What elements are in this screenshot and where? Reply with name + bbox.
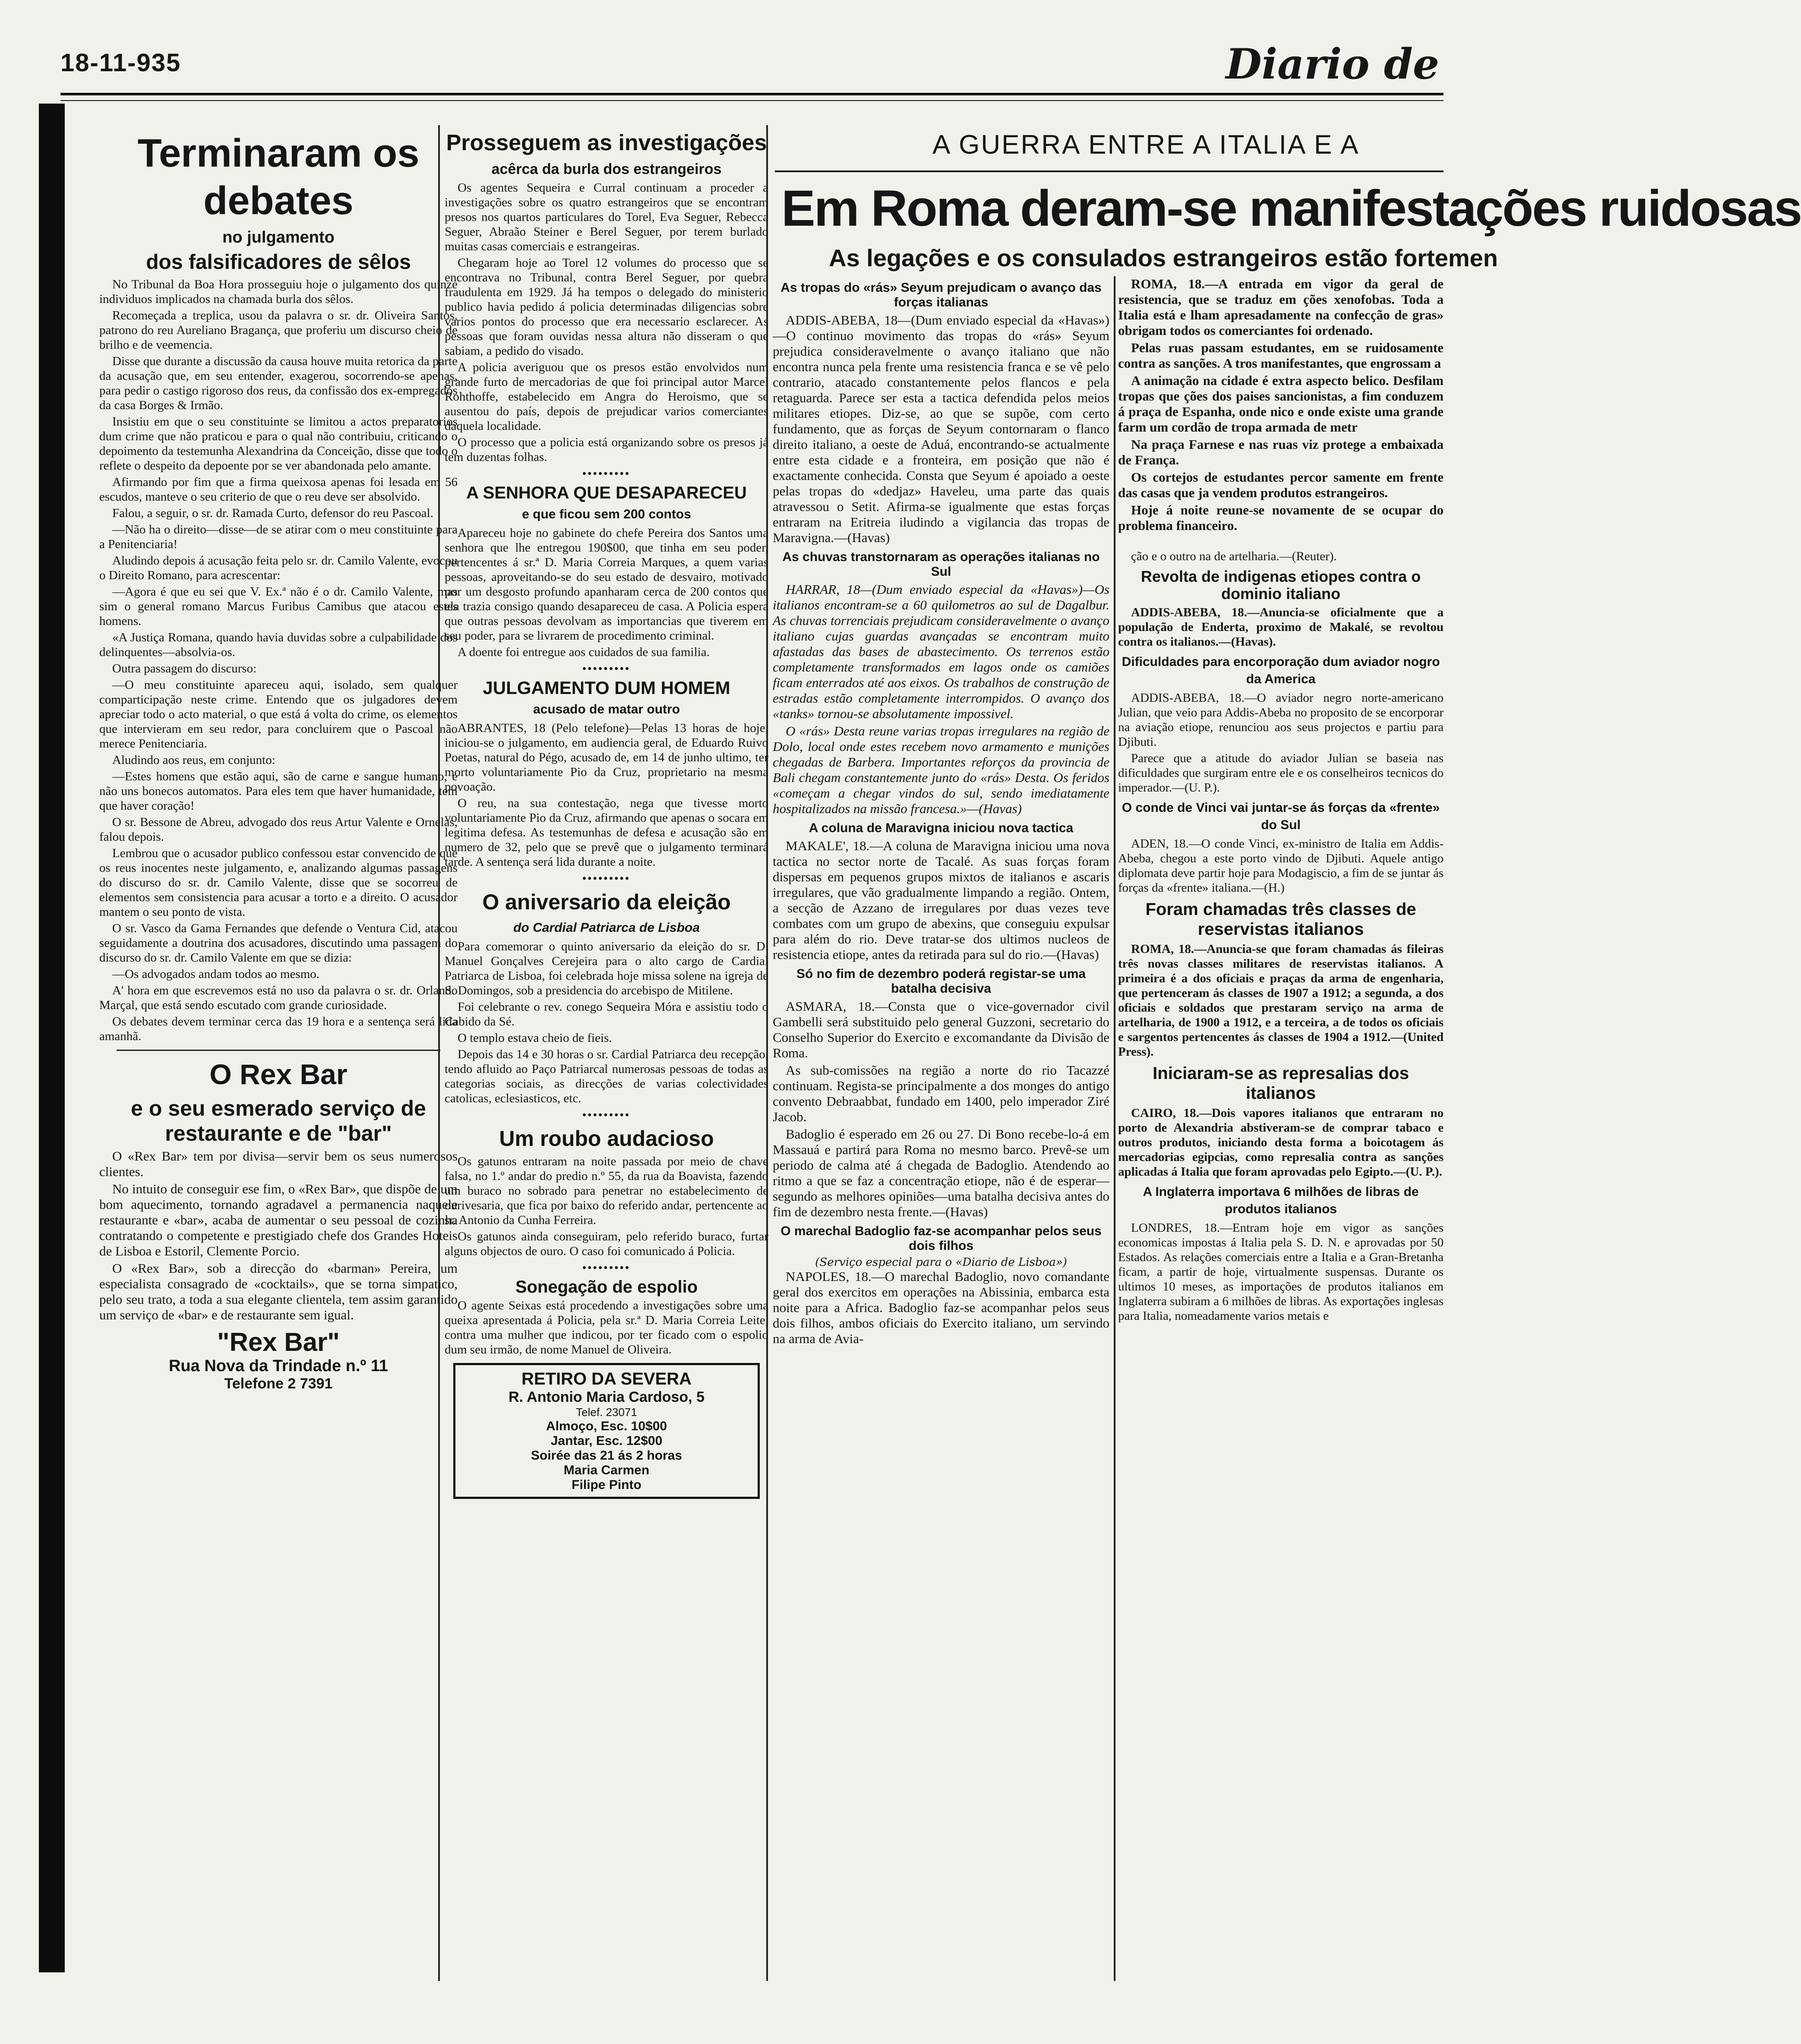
- paragraph: Aludindo aos reus, em conjunto:: [112, 753, 275, 767]
- column-divider: [1114, 276, 1115, 1981]
- page-margin-bar: [39, 104, 65, 1972]
- banner-rule: [775, 170, 1444, 172]
- rexbar-address: Rua Nova da Trindade n.º 11: [168, 1357, 389, 1375]
- paragraph: Outra passagem do discurso:: [112, 662, 257, 675]
- paragraph: A doente foi entregue aos cuidados de sua familia.: [458, 645, 710, 659]
- continued-text: ção e o outro na de artelharia.—(Reuter).: [1131, 549, 1337, 563]
- paragraph: —Estes homens que estão aqui, são de carne e sangue humano, e não uns bonecos automatos. Para eles tem que haver humanidade, tem que haver coração!: [99, 770, 458, 813]
- paragraph: ABRANTES, 18 (Pelo telefone)—Pelas 13 horas de hoje, iniciou-se o julgamento, em audiencia geral, de Eduardo Ruivo Poetas, natural do Pégo, acusado de, em 14 de junho ultimo, ter morto voluntariamente Pio da Cruz, proprietario na mesma povoação.: [445, 721, 768, 794]
- section-title: Só no fim de dezembro poderá registar-se uma batalha decisiva: [796, 967, 1086, 996]
- paragraph: Os gatunos ainda conseguiram, pelo referido buraco, furtar alguns objectos de ouro. O caso foi comunicado á Policia.: [445, 1230, 768, 1258]
- paragraph: —Os advogados andam todos ao mesmo.: [112, 967, 320, 981]
- paragraph: —O meu constituinte apareceu aqui, isolado, sem qualquer comparticipação neste crime. Entendo que os julgadores devem apreciar todo o acto material, o que está á volta do crime, os elementos que intervieram em seu redor, para concluirem que o Pascoal não merece Penitenciaria.: [99, 678, 458, 751]
- rexbar-subtitle: e o seu esmerado serviço de restaurante e de "bar": [131, 1096, 426, 1145]
- paragraph: No intuito de conseguir ese fim, o «Rex Bar», que dispõe de um bom aquecimento, tornando agradavel a permanencia naquele restaurante e «bar», acaba de aumentar o seu pessoal de cozinha contratando o competente e prestigiado chefe dos Grandes Hoteis de Lisboa e Estoril, Clemente Porcio.: [99, 1181, 458, 1259]
- paragraph: O processo que a policia está organizando sobre os presos já tem duzentas folhas.: [445, 435, 768, 464]
- column-investigacoes: [445, 129, 768, 1505]
- paragraph: ADDIS-ABEBA, 18—(Dum enviado especial da «Havas»)—O continuo movimento das tropas do «rás» Seyum prejudica consideravelmente o avanço italiano que não encontra nunca pela frente uma resistencia franca e se vê pelo contrario, atacado constantemente pelos flancos e pela retaguarda. Parece ser esta a tactica defendida pelos meios militares etiopes. Diz-se, ao que se supõe, com certo fundamento, que as forças de Seyum contornaram o flanco direito italiano, a oeste de Aduá, encontrando-se actualmente entre esta cidade e a fronteira, em posição que não é exactamente conhecida. Consta que Seyum é apoiado a oeste pelas tropas do «dedjaz» Haveleu, uma parte das quais atravessou o Setit. Afirma-se igualmente que estas forças entraram na Eritreia iludindo a vigilancia das tropas de Maravigna.—(Havas): [773, 312, 1109, 545]
- rexbar-body: [99, 1148, 458, 1323]
- paragraph: O sr. Bessone de Abreu, advogado dos reus Artur Valente e Ornelas, falou depois.: [99, 815, 458, 844]
- paragraph: Aludindo depois á acusação feita pelo sr. dr. Camilo Valente, evocou o Direito Romano, para acrescentar:: [99, 554, 458, 582]
- paragraph: Parece que a atitude do aviador Julian se baseia nas dificuldades que surgiram entre ele e os conselheiros tecnicos do imperador.—(U. P.).: [1118, 751, 1444, 795]
- aniversario-subtitle: do Cardial Patriarca de Lisboa: [513, 921, 700, 935]
- section-note: (Serviço especial para o «Diario de Lisboa»): [815, 1256, 1067, 1269]
- section-body: [773, 1269, 1109, 1347]
- paragraph: A policia averiguou que os presos estão envolvidos num grande furto de mercadorias de que foi principal autor Marcel Rohthoffe, estabelecido em Angra do Heroismo, que se ausentou do país, depois de prejudicar varios comerciantes daquela localidade.: [445, 360, 768, 433]
- war-banner: A GUERRA ENTRE A ITALIA E A: [932, 130, 1360, 160]
- section-body: [1118, 1221, 1444, 1323]
- section-body: [1118, 836, 1444, 895]
- header-rule: [60, 93, 1444, 95]
- article-subtitle: acêrca da burla dos estrangeiros: [491, 161, 722, 177]
- section-title: Dificuldades para encorporação dum aviador nogro da America: [1122, 655, 1440, 686]
- paragraph: O «Rex Bar» tem por divisa—servir bem os seus numerosos clientes.: [99, 1148, 458, 1179]
- paragraph: Insistiu em que o seu constituinte se limitou a actos preparatorios dum crime que não praticou e para o qual não contribuiu, criticando o depoimento da testemunha Alexandrina da Conceição, disse que todo o reflete o despeito da depoente por se ver abandonada pelo amante.: [99, 415, 458, 473]
- section-body: [1118, 691, 1444, 795]
- section-body: [1118, 1106, 1444, 1179]
- paragraph: Chegaram hoje ao Torel 12 volumes do processo que se encontrava no Tribunal, contra Berel Seguer, por quebra fraudulenta em 1929. Já ha tempos o delegado do ministerio publico havia pedido á policia determinadas diligencias sobre varios pontos do processo que era necessario esclarecer. As pessoas que foram ouvidas nessa altura não disseram o que sabiam, a pedido do visado.: [445, 256, 768, 358]
- column-guerra-2: [1118, 276, 1444, 1325]
- paragraph: Recomeçada a treplica, usou da palavra o sr. dr. Oliveira Santos, patrono do reu Aureliano Bragança, que proferiu um discurso cheio de brilho e de veemencia.: [99, 309, 458, 352]
- paragraph: Falou, a seguir, o sr. dr. Ramada Curto, defensor do reu Pascoal.: [112, 506, 433, 520]
- section-body: [1118, 605, 1444, 649]
- severa-soiree: Soirée das 21 ás 2 horas: [531, 1448, 682, 1463]
- paragraph: ADEN, 18.—O conde Vinci, ex-ministro de Italia em Addis-Abeba, chegou a este porto vindo de Djibuti. Aquele antigo diplomata deve partir hoje para Modagiscio, a fim de se juntar ás forças da «frente» italiana.—(H.): [1118, 837, 1444, 895]
- article-body: [445, 180, 768, 464]
- severa-title: RETIRO DA SEVERA: [521, 1369, 692, 1388]
- divider: •••••••••: [582, 468, 631, 479]
- paragraph: NAPOLES, 18.—O marechal Badoglio, novo comandante geral dos exercitos em operações na Abissinia, embarca esta noite para a Africa. Badoglio faz-se acompanhar pelos seus dois filhos, ambos oficiais do Exercito italiano, um servindo na arma de Avia-: [773, 1269, 1109, 1346]
- paragraph: Os agentes Sequeira e Curral continuam a proceder a investigações sobre os quatro estrangeiros que se encontram presos nos quartos particulares do Torel, Eva Seguer, Rebecca Seguer, Abraão Steiner e Berel Seguer, por terem burlado muitas casas comerciais e estrangeiras.: [445, 181, 768, 253]
- rexbar-title: O Rex Bar: [209, 1058, 348, 1090]
- paragraph: —Não ha o direito—disse—de se atirar com o meu constituinte para a Penitenciaria!: [99, 523, 458, 551]
- paragraph: O templo estava cheio de fieis.: [458, 1031, 612, 1045]
- senhora-body: [445, 526, 768, 659]
- paragraph: Badoglio é esperado em 26 ou 27. Di Bono recebe-lo-á em Massauá e partirá para Roma no mesmo barco. Prevê-se um periodo de calma até á chegada de Badoglio. Atendendo ao ritmo a que se faz a concentração etiope, não é de esperar—segundo as melhores opiniões—uma batalha decisiva antes do fim de dezembro nesta frente.—(Havas): [773, 1126, 1109, 1219]
- paragraph: ROMA, 18.—A entrada em vigor da geral de resistencia, que se traduz em ções xenofobas. Toda a Italia está e lham apresadamente na confecção de gras» obrigam todos os comerciantes foi ordenado.: [1118, 276, 1444, 338]
- article-body: [99, 277, 458, 1044]
- column-debates: [99, 129, 458, 1392]
- severa-jantar: Jantar, Esc. 12$00: [550, 1434, 663, 1448]
- section-body: [773, 838, 1109, 962]
- paragraph: ASMARA, 18.—Consta que o vice-governador civil Gambelli será substituido pelo general Guzzoni, secretario do Conselho Superior do Exercito e excomandante da Divisão de Roma.: [773, 999, 1109, 1060]
- rexbar-ad: [99, 1057, 458, 1392]
- severa-artist: Maria Carmen: [563, 1463, 650, 1477]
- paragraph: Depois das 14 e 30 horas o sr. Cardial Patriarca deu recepção, tendo afluido ao Paço Patriarcal numerosas pessoas de todas as categorias sociais, as direcções de varias colectividades catolicas, eclesiasticos, etc.: [445, 1047, 768, 1105]
- paragraph: No Tribunal da Boa Hora prosseguiu hoje o julgamento dos quinze individuos implicados na chamada burla dos sêlos.: [99, 278, 458, 306]
- divider: •••••••••: [582, 1109, 631, 1121]
- sonegacao-body: [445, 1298, 768, 1357]
- section-body: [1118, 942, 1444, 1059]
- sonegacao-title: Sonegação de espolio: [515, 1278, 698, 1296]
- senhora-subtitle: e que ficou sem 200 contos: [522, 507, 691, 521]
- julgamento-subtitle: acusado de matar outro: [533, 702, 680, 716]
- section-title: Revolta de indigenas etiopes contra o dominio italiano: [1141, 568, 1421, 602]
- paragraph: MAKALE', 18.—A coluna de Maravigna iniciou uma nova tactica no sector norte de Tacalé. As suas forças foram dispersas em pequenos grupos mixtos de italianos e ascaris irregulares, que vão gradualmente limpando a região. Ontem, a secção de Azzano de irregulares por duas vezes teve combates com um grupo de abexins, que conseguiu expulsar para além do rio. Deve tratar-se dos ultimos nucleos de resistencia etiope, antes da retirada para sul do rio.—(Havas): [773, 838, 1109, 962]
- paragraph: O reu, na sua contestação, nega que tivesse morto voluntariamente Pio da Cruz, afirmando que apenas o socara em legitima defesa. As testemunhas de defesa e acusação são em numero de 32, pelo que se prevê que o julgamento terminará tarde. A sentença será lida durante a noite.: [445, 796, 768, 869]
- section-title: As chuvas transtornaram as operações italianas no Sul: [782, 550, 1100, 579]
- paragraph: Na praça Farnese e nas ruas viz protege a embaixada de França.: [1118, 437, 1444, 467]
- divider: •••••••••: [582, 1262, 631, 1274]
- paragraph: Disse que durante a discussão da causa houve muita retorica da parte da acusação que, em seu entender, exagerou, socorrendo-se apenas, para pedir o castigo rigoroso dos reus, da confissão dos ex-empregados da casa Borges & Irmão.: [99, 354, 458, 412]
- paragraph: Os cortejos de estudantes percor samente em frente das casas que ja vendem produtos estrangeiros.: [1118, 470, 1444, 500]
- severa-almoco: Almoço, Esc. 10$00: [546, 1419, 667, 1433]
- war-headline: Em Roma deram-se manifestações ruidosas: [781, 180, 1801, 237]
- section-body: [773, 312, 1109, 546]
- paragraph: O «Rex Bar», sob a direcção do «barman» Pereira, um especialista consagrado de «cocktails», que se torna simpatico, pelo seu trato, a toda a sua elegante clientela, tem assim garantido um serviço de «bar» e de restaurante sem igual.: [99, 1261, 458, 1322]
- paragraph: «A Justiça Romana, quando havia duvidas sobre a culpabilidade dos delinquentes—absolvia-os.: [99, 631, 458, 659]
- julgamento-body: [445, 721, 768, 869]
- paragraph: Para comemorar o quinto aniversario da eleição do sr. D. Manuel Gonçalves Cerejeira para o alto cargo de Cardial Patriarca de Lisboa, foi celebrada hoje missa solene na igreja de S. Domingos, sob a presidencia do arcebispo de Mitilene.: [445, 940, 768, 997]
- article-subtitle-2: dos falsificadores de sêlos: [146, 251, 411, 274]
- section-title: Iniciaram-se as represalias dos italianos: [1153, 1064, 1409, 1103]
- severa-address: R. Antonio Maria Cardoso, 5: [508, 1389, 705, 1405]
- rexbar-phone: Telefone 2 7391: [224, 1375, 333, 1392]
- roubo-body: [445, 1154, 768, 1259]
- roma-body: [1118, 276, 1444, 533]
- divider: [117, 1050, 440, 1051]
- julgamento-title: JULGAMENTO DUM HOMEM: [483, 678, 730, 698]
- issue-date: 18-11-935: [60, 49, 181, 77]
- paragraph: O sr. Vasco da Gama Fernandes que defende o Ventura Cid, atacou seguidamente a doutrina dos acusadores, discutindo uma passagem do discurso do sr. dr. Camilo Valente em que se dizia:: [99, 921, 458, 965]
- section-title: As tropas do «rás» Seyum prejudicam o avanço das forças italianas: [780, 281, 1102, 309]
- aniversario-body: [445, 939, 768, 1106]
- masthead: Diario de: [1226, 40, 1439, 88]
- paragraph: O agente Seixas está procedendo a investigações sobre uma queixa apresentada á Policia, pela sr.ª D. Maria Correia Leite, contra uma mulher que indicou, por ter ficado com o espolio dum seu irmão, de nome Manuel de Oliveira.: [445, 1299, 768, 1356]
- article-title: Terminaram os debates: [137, 131, 420, 223]
- article-title: Prosseguem as investigações: [446, 130, 767, 155]
- paragraph: Afirmando por fim que a firma queixosa apenas foi lesada em 56 escudos, manteve o seu criterio de que o reu deve ser absolvido.: [99, 475, 458, 504]
- paragraph: LONDRES, 18.—Entram hoje em vigor as sanções economicas impostas á Italia pela S. D. N. e aprovadas por 50 Estados. As relações comerciais entre a Italia e a Gran-Bretanha ficam, a partir de hoje, virtualmente suspensas. Durante os ultimos 10 meses, as importações de produtos italianos em Inglaterra subiram a 6 milhões de libras. As exportações inglesas para Italia, nomeadamente varios metais e: [1118, 1221, 1444, 1323]
- paragraph: Apareceu hoje no gabinete do chefe Pereira dos Santos uma senhora que lhe entregou 190$00, que tinha em seu poder, pertencentes á sr.ª D. Maria Correia Marques, a quem varias pessoas, aproveitando-se do seu estado de desvairo, motivado por um desgosto profundo apanharam cerca de 200 contos que ela trazia consigo quando desapareceu de casa. A Policia espera que outras pessoas devolvam as importancias que tiverem em seu poder, para se livrarem de procedimento criminal.: [445, 526, 768, 643]
- roubo-title: Um roubo audacioso: [499, 1126, 714, 1151]
- section-title: A coluna de Maravigna iniciou nova tactica: [809, 821, 1074, 835]
- paragraph: —Agora é que eu sei que V. Ex.ª não é o dr. Camilo Valente, mas sim o general romano Marcus Furibus Camibus que atacou estes homens.: [99, 585, 458, 628]
- section-body: [773, 999, 1109, 1220]
- paragraph: A animação na cidade é extra aspecto belico. Desfilam tropas que ções dos paises sancionistas, a fim conduzem á praça de Espanha, onde nico e onde existe uma grande farm um cordão de tropa armada de metr: [1118, 373, 1444, 435]
- paragraph: Os gatunos entraram na noite passada por meio de chave falsa, no 1.º andar do predio n.º 55, da rua da Boavista, fazendo um buraco no sobrado para penetrar no estabelecimento de ourivesaria, que fica por baixo do referido andar, pertencente ao sr. Antonio da Cunha Ferreira.: [445, 1154, 768, 1227]
- paragraph: Pelas ruas passam estudantes, em se ruidosamente contra as sanções. A tros manifestantes, que engrossam a: [1118, 340, 1444, 371]
- rexbar-brand: "Rex Bar": [217, 1328, 340, 1356]
- paragraph: As sub-comissões na região a norte do rio Tacazzé continuam. Regista-se principalmente a dos monges do antigo convento Debraabbat, fundado em 1400, pelo imperador Ziré Jacob.: [773, 1063, 1109, 1124]
- section-title: O conde de Vinci vai juntar-se ás forças da «frente» do Sul: [1122, 801, 1440, 832]
- paragraph: ADDIS-ABEBA, 18.—O aviador negro norte-americano Julian, que veio para Addis-Abeba no proposito de se encorporar na aviação etiope, renunciou aos seus projectos e partiu para Djibuti.: [1118, 691, 1444, 749]
- war-subheadline: As legações e os consulados estrangeiros estão fortemen: [829, 244, 1498, 271]
- paragraph: ADDIS-ABEBA, 18.—Anuncia-se oficialmente que a população de Enderta, proximo de Makalé, se revoltou contra os italianos.—(Havas).: [1118, 606, 1444, 649]
- paragraph: Foi celebrante o rev. conego Sequeira Móra e assistiu todo o Cabido da Sé.: [445, 1000, 768, 1028]
- paragraph: ROMA, 18.—Anuncia-se que foram chamadas ás fileiras três novas classes militares de reservistas italianos. A primeira é a dos oficiais e praças da arma de engenharia, que pertenceram ás classes de 1907 a 1912; a segunda, a dos oficiais e soldados que prestaram serviço na arma de artelharia, de 1900 a 1912, e a terceira, a de todos os oficiais e sargentos pertencentes ás classes de 1904 a 1912.—(United Press).: [1118, 942, 1444, 1059]
- paragraph: A' hora em que escrevemos está no uso da palavra o sr. dr. Orlando Marçal, que está sendo escutado com grande curiosidade.: [99, 984, 458, 1012]
- paragraph: CAIRO, 18.—Dois vapores italianos que entraram no porto de Alexandria abstiveram-se de comprar tabaco e outros produtos, iniciando desta forma a boicotagem ás mercadorias egipcias, como represalia contra as sanções aplicadas á Italia que foram aprovadas pelo Egipto.—(U. P.).: [1118, 1106, 1444, 1179]
- section-title: O marechal Badoglio faz-se acompanhar pelos seus dois filhos: [780, 1224, 1102, 1253]
- divider: •••••••••: [582, 873, 631, 884]
- section-title: Foram chamadas três classes de reservistas italianos: [1145, 900, 1416, 939]
- section-title: A Inglaterra importava 6 milhões de libras de produtos italianos: [1143, 1185, 1419, 1216]
- column-guerra-1: [773, 276, 1109, 1348]
- senhora-title: A SENHORA QUE DESAPARECEU: [466, 483, 747, 502]
- paragraph: O «rás» Desta reune varias tropas irregulares na região de Dolo, local onde estes recebem novo armamento e munições chegadas de Barbera. Importantes reforços da provincia de Bali chegam constantemente junto do «rás» Desta. Os feridos «começam a chegar vindos do sul, sendo imediatamente hospitalizados na missão francesa.»—(Havas): [773, 723, 1109, 816]
- retiro-severa-ad: [453, 1363, 760, 1499]
- section-body: [773, 582, 1109, 817]
- paragraph: Lembrou que o acusador publico confessou estar convencido de que os reus inocentes neste julgamento, e, analizando algumas passagens do discurso do sr. dr. Camilo Valente, disse que se socorreu de elementos sem consistencia para acusar a torto e a direito. O acusador mantem o seu ponto de vista.: [99, 846, 458, 919]
- article-subtitle: no julgamento: [222, 228, 335, 246]
- paragraph: HARRAR, 18—(Dum enviado especial da «Havas»)—Os italianos encontram-se a 60 quilometros ao sul de Dagalbur. As chuvas torrenciais prejudicam consideravelmente o avanço italiano cujas guardas avançadas se encontram muito afastadas das bases de abastecimento. Os terrenos estão completamente transformados em lagos onde os camiões ficam enterrados até aos eixos. Os trabalhos de construção de estradas estão completamente interrompidos. O avanço dos «tanks» tornou-se absolutamente impossivel.: [773, 582, 1109, 721]
- aniversario-title: O aniversario da eleição: [482, 890, 731, 914]
- header-rule-thin: [60, 100, 1444, 101]
- paragraph: Os debates devem terminar cerca das 19 hora e a sentença será lida amanhã.: [99, 1015, 458, 1043]
- severa-phone: Telef. 23071: [576, 1406, 637, 1419]
- severa-artist: Filipe Pinto: [572, 1478, 641, 1492]
- divider: •••••••••: [582, 663, 631, 675]
- paragraph: Hoje á noite reune-se novamente de se ocupar do problema financeiro.: [1118, 502, 1444, 533]
